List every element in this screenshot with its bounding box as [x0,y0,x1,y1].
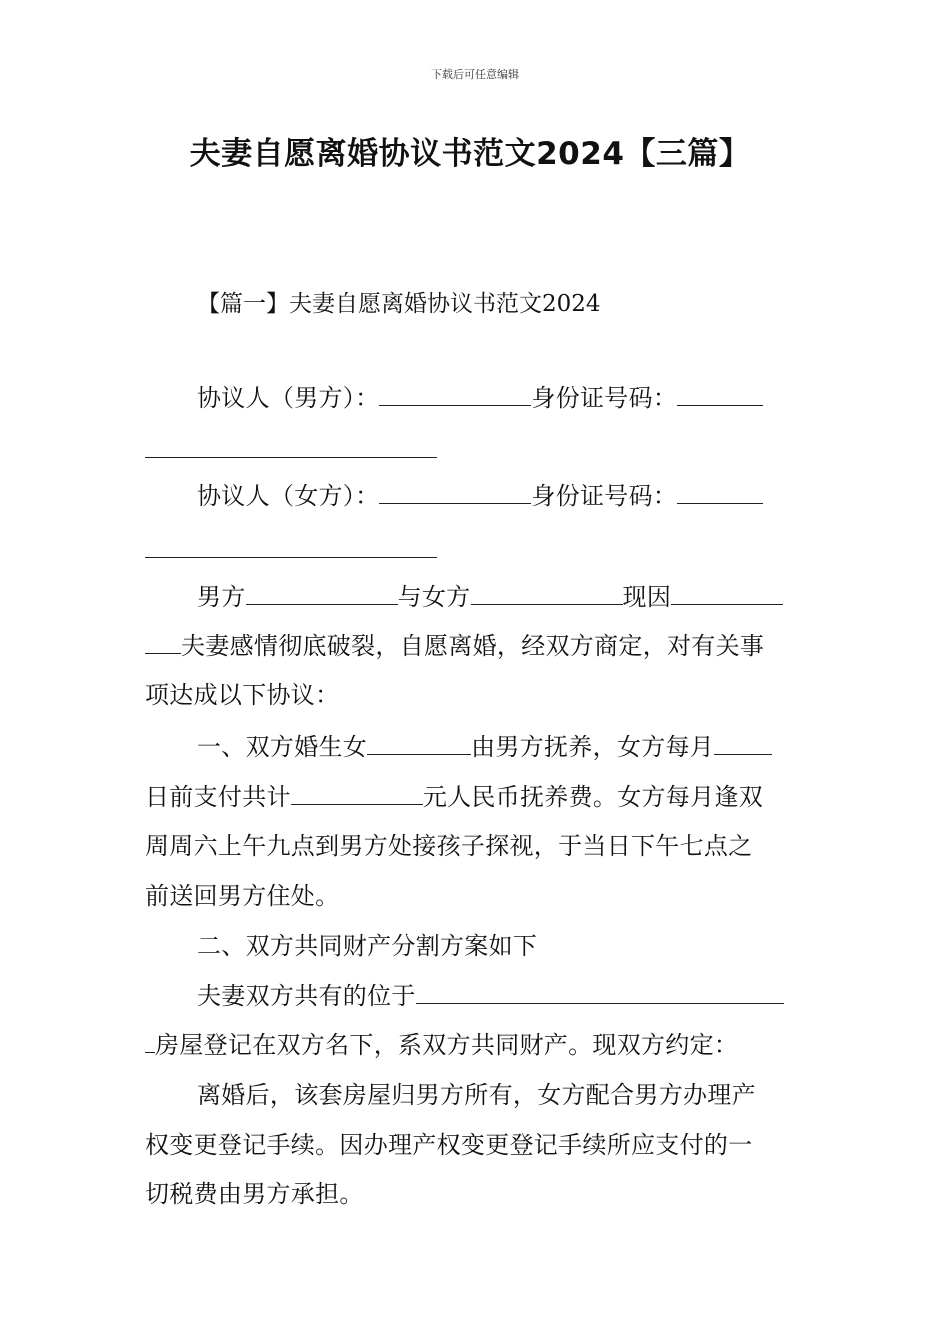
intro-line-3 [145,680,339,710]
clause1-text-b: 由男方抚养，女方每月 [471,733,715,761]
clause2-para-line-1-text: 离婚后，该套房屋归男方所有，女方配合男方办理产 [197,1081,756,1109]
property-location-blank [416,981,784,1004]
clause2-text-a: 夫妻双方共有的位于 [197,982,416,1010]
party-female-name-blank [379,481,531,504]
party-female-id-blank-continued [145,557,437,558]
party-female-line [197,481,763,511]
clause2-para-line-2 [145,1130,753,1160]
support-amount-blank [291,782,423,805]
clause2-para-line-2-text: 权变更登记手续。因办理产权变更登记手续所应支付的一 [145,1131,753,1159]
clause1-line-2 [145,782,763,812]
payment-day-blank [714,732,772,755]
clause1-text-c: 日前支付共计 [145,783,291,811]
party-female-id-blank [677,481,763,504]
clause1-line-1 [197,732,772,762]
intro-female-text: 与女方 [397,583,471,611]
party-female-label: 协议人（女方）： [197,482,380,510]
clause2-heading-text: 二、双方共同财产分割方案如下 [197,932,538,960]
intro-line-3-text: 项达成以下协议： [145,681,340,709]
clause1-line-3 [145,831,753,861]
female-name-blank [471,582,623,605]
clause2-para-line-1 [197,1080,756,1110]
clause1-text-d: 元人民币抚养费。女方每月逢双 [422,783,764,811]
intro-male-text: 男方 [197,583,246,611]
header-note: 下载后可任意编辑 [431,68,519,81]
clause1-line-4 [145,881,339,911]
party-male-name-blank [379,383,531,406]
reason-blank [671,582,783,605]
document-title: 夫妻自愿离婚协议书范文2024【三篇】 [189,136,751,172]
intro-line-2-text: 夫妻感情彻底破裂，自愿离婚，经双方商定，对有关事 [181,632,765,660]
clause1-line-4-text: 前送回男方住处。 [145,882,340,910]
clause2-heading [197,931,537,961]
party-male-id-blank [677,383,763,406]
clause2-text-b: 房屋登记在双方名下，系双方共同财产。现双方约定： [155,1031,739,1059]
clause2-para-line-3-text: 切税费由男方承担。 [145,1180,364,1208]
clause1-line-3-text: 周周六上午九点到男方处接孩子探视，于当日下午七点之 [145,832,753,860]
reason-blank-continued [145,631,181,654]
party-male-line [197,383,763,413]
clause1-text-a: 一、双方婚生女 [197,733,368,761]
daughter-name-blank [367,732,471,755]
clause2-para-line-3 [145,1179,364,1209]
intro-line-2 [145,631,764,661]
section-heading: 【篇一】夫妻自愿离婚协议书范文2024 [197,291,601,317]
party-female-id-label: 身份证号码： [531,482,678,510]
clause2-line-2 [145,1030,738,1060]
party-male-label: 协议人（男方）： [197,384,380,412]
intro-line-1 [197,582,783,612]
male-name-blank [246,582,398,605]
clause2-line-1 [197,981,784,1011]
party-male-id-blank-continued [145,457,437,458]
property-location-blank-continued [145,1030,155,1053]
intro-reason-text: 现因 [622,583,672,611]
party-male-id-label: 身份证号码： [531,384,678,412]
